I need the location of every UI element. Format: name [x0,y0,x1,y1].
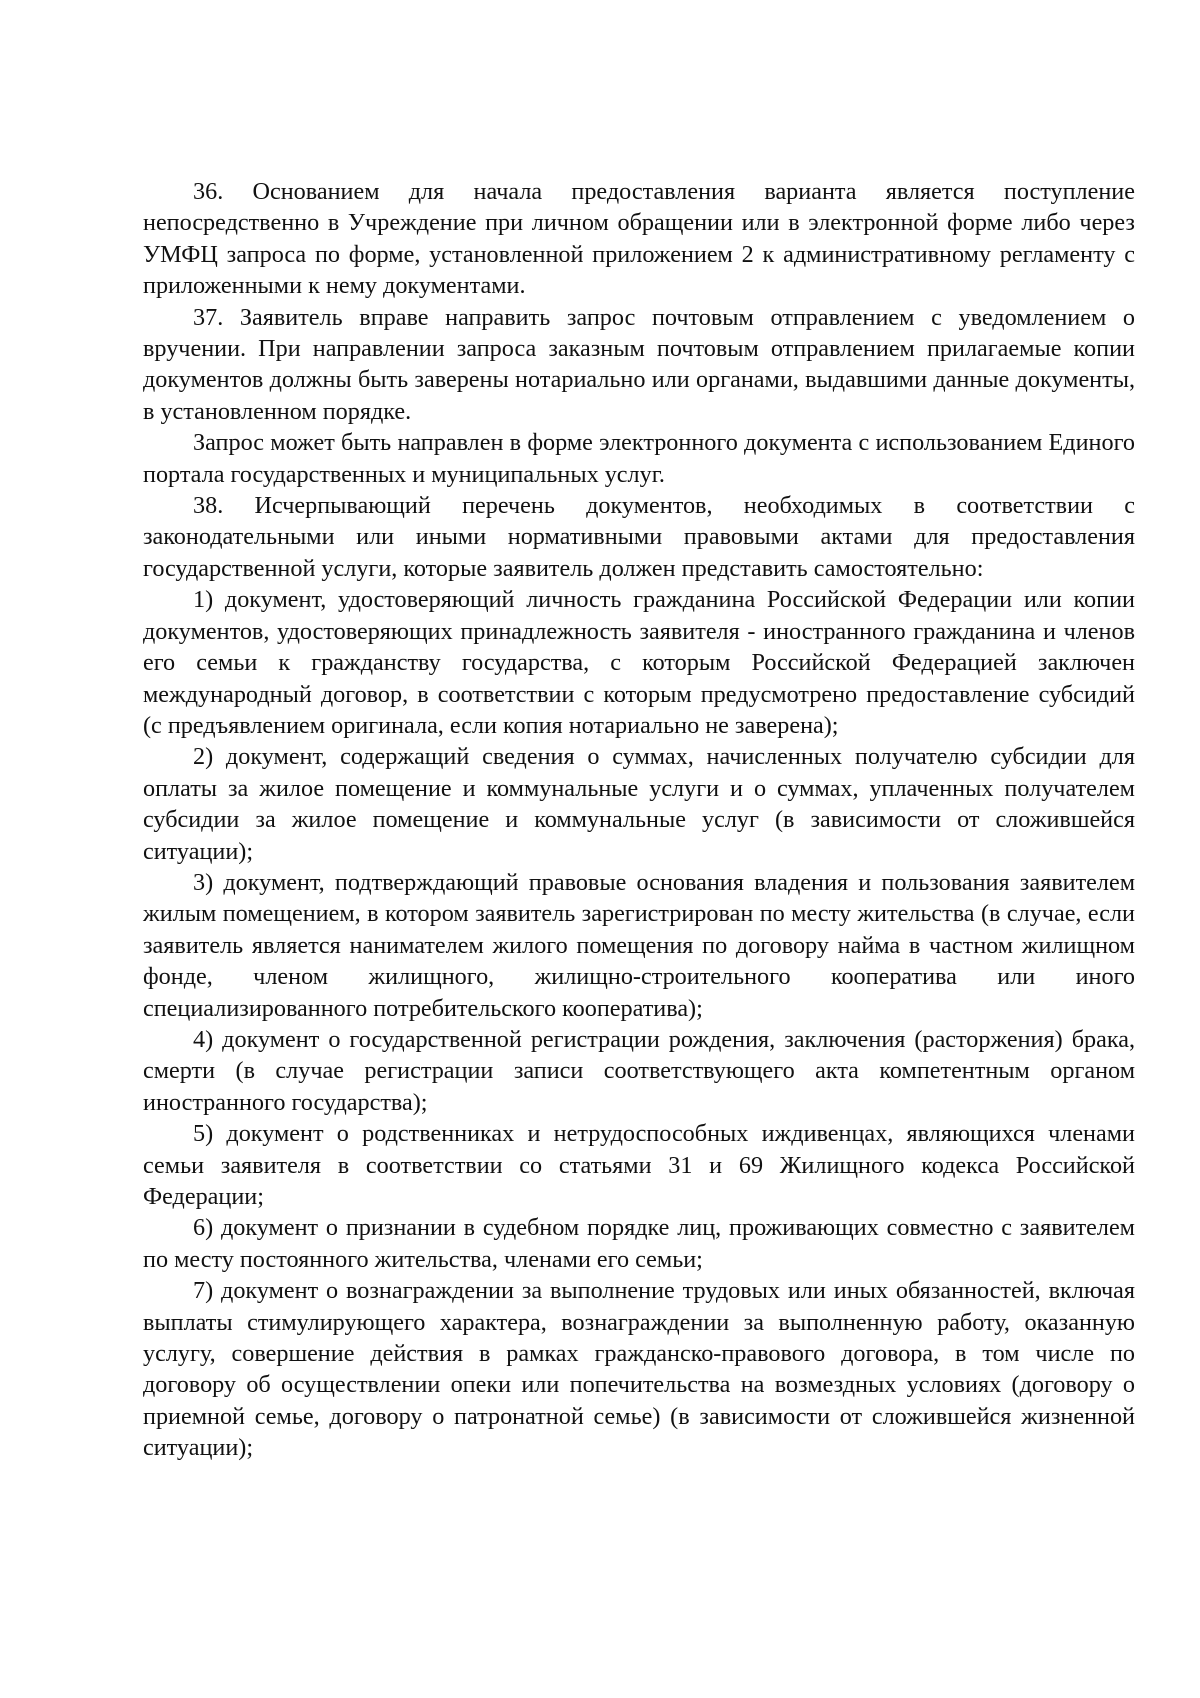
list-item-4: 4) документ о государственной регистрации рождения, заключения (расторжения) брака, смерти (в случае регистрации записи соответствующего акта компетентным органом иностранного государства); [143,1025,1135,1116]
paragraph-36: 36. Основанием для начала предоставления варианта является поступление непосредственно в Учреждение при личном обращении или в электронной форме либо через УМФЦ запроса по форме, установленной приложением 2 к административному регламенту с приложенными к нему документами. [143,178,1135,300]
paragraph-37-request-form: Запрос может быть направлен в форме электронного документа с использованием Единого портала государственных и муниципальных услуг. [143,429,1135,488]
document-body [143,176,1135,1464]
list-item-6: 6) документ о признании в судебном порядке лиц, проживающих совместно с заявителем по месту постоянного жительства, членами его семьи; [143,1214,1135,1273]
list-item-2: 2) документ, содержащий сведения о суммах, начисленных получателю субсидии для оплаты за жилое помещение и коммунальные услуги и о суммах, уплаченных получателем субсидии за жилое помещение и коммунальные услуг (в зависимости от сложившейся ситуации); [143,743,1135,865]
list-item-3: 3) документ, подтверждающий правовые основания владения и пользования заявителем жилым помещением, в котором заявитель зарегистрирован по месту жительства (в случае, если заявитель является нанимателем жилого помещения по договору найма в частном жилищном фонде, членом жилищного, жилищно-строительного кооператива или иного специализированного потребительского кооператива); [143,868,1135,1022]
list-item-5: 5) документ о родственниках и нетрудоспособных иждивенцах, являющихся членами семьи заявителя в соответствии со статьями 31 и 69 Жилищного кодекса Российской Федерации; [143,1120,1135,1210]
list-item-7: 7) документ о вознаграждении за выполнение трудовых или иных обязанностей, включая выплаты стимулирующего характера, вознаграждении за выполненную работу, оказанную услугу, совершение действия в рамках гражданско-правового договора, в том числе по договору об осуществлении опеки или попечительства на возмездных условиях (договору о приемной семье, договору о патронатной семье) (в зависимости от сложившейся жизненной ситуации); [143,1277,1135,1462]
list-item-1: 1) документ, удостоверяющий личность гражданина Российской Федерации или копии документов, удостоверяющих принадлежность заявителя - иностранного гражданина и членов его семьи к гражданству государства, с которым Российской Федерацией заключен международный договор, в соответствии с которым предусмотрено предоставление субсидий (с предъявлением оригинала, если копия нотариально не заверена); [143,586,1135,739]
paragraph-38: 38. Исчерпывающий перечень документов, необходимых в соответствии с законодательными или иными нормативными правовыми актами для предоставления государственной услуги, которые заявитель должен представить самостоятельно: [143,492,1135,582]
paragraph-37: 37. Заявитель вправе направить запрос почтовым отправлением с уведомлением о вручении. При направлении запроса заказным почтовым отправлением прилагаемые копии документов должны быть заверены нотариально или органами, выдавшими данные документы, в установленном порядке. [143,303,1135,425]
